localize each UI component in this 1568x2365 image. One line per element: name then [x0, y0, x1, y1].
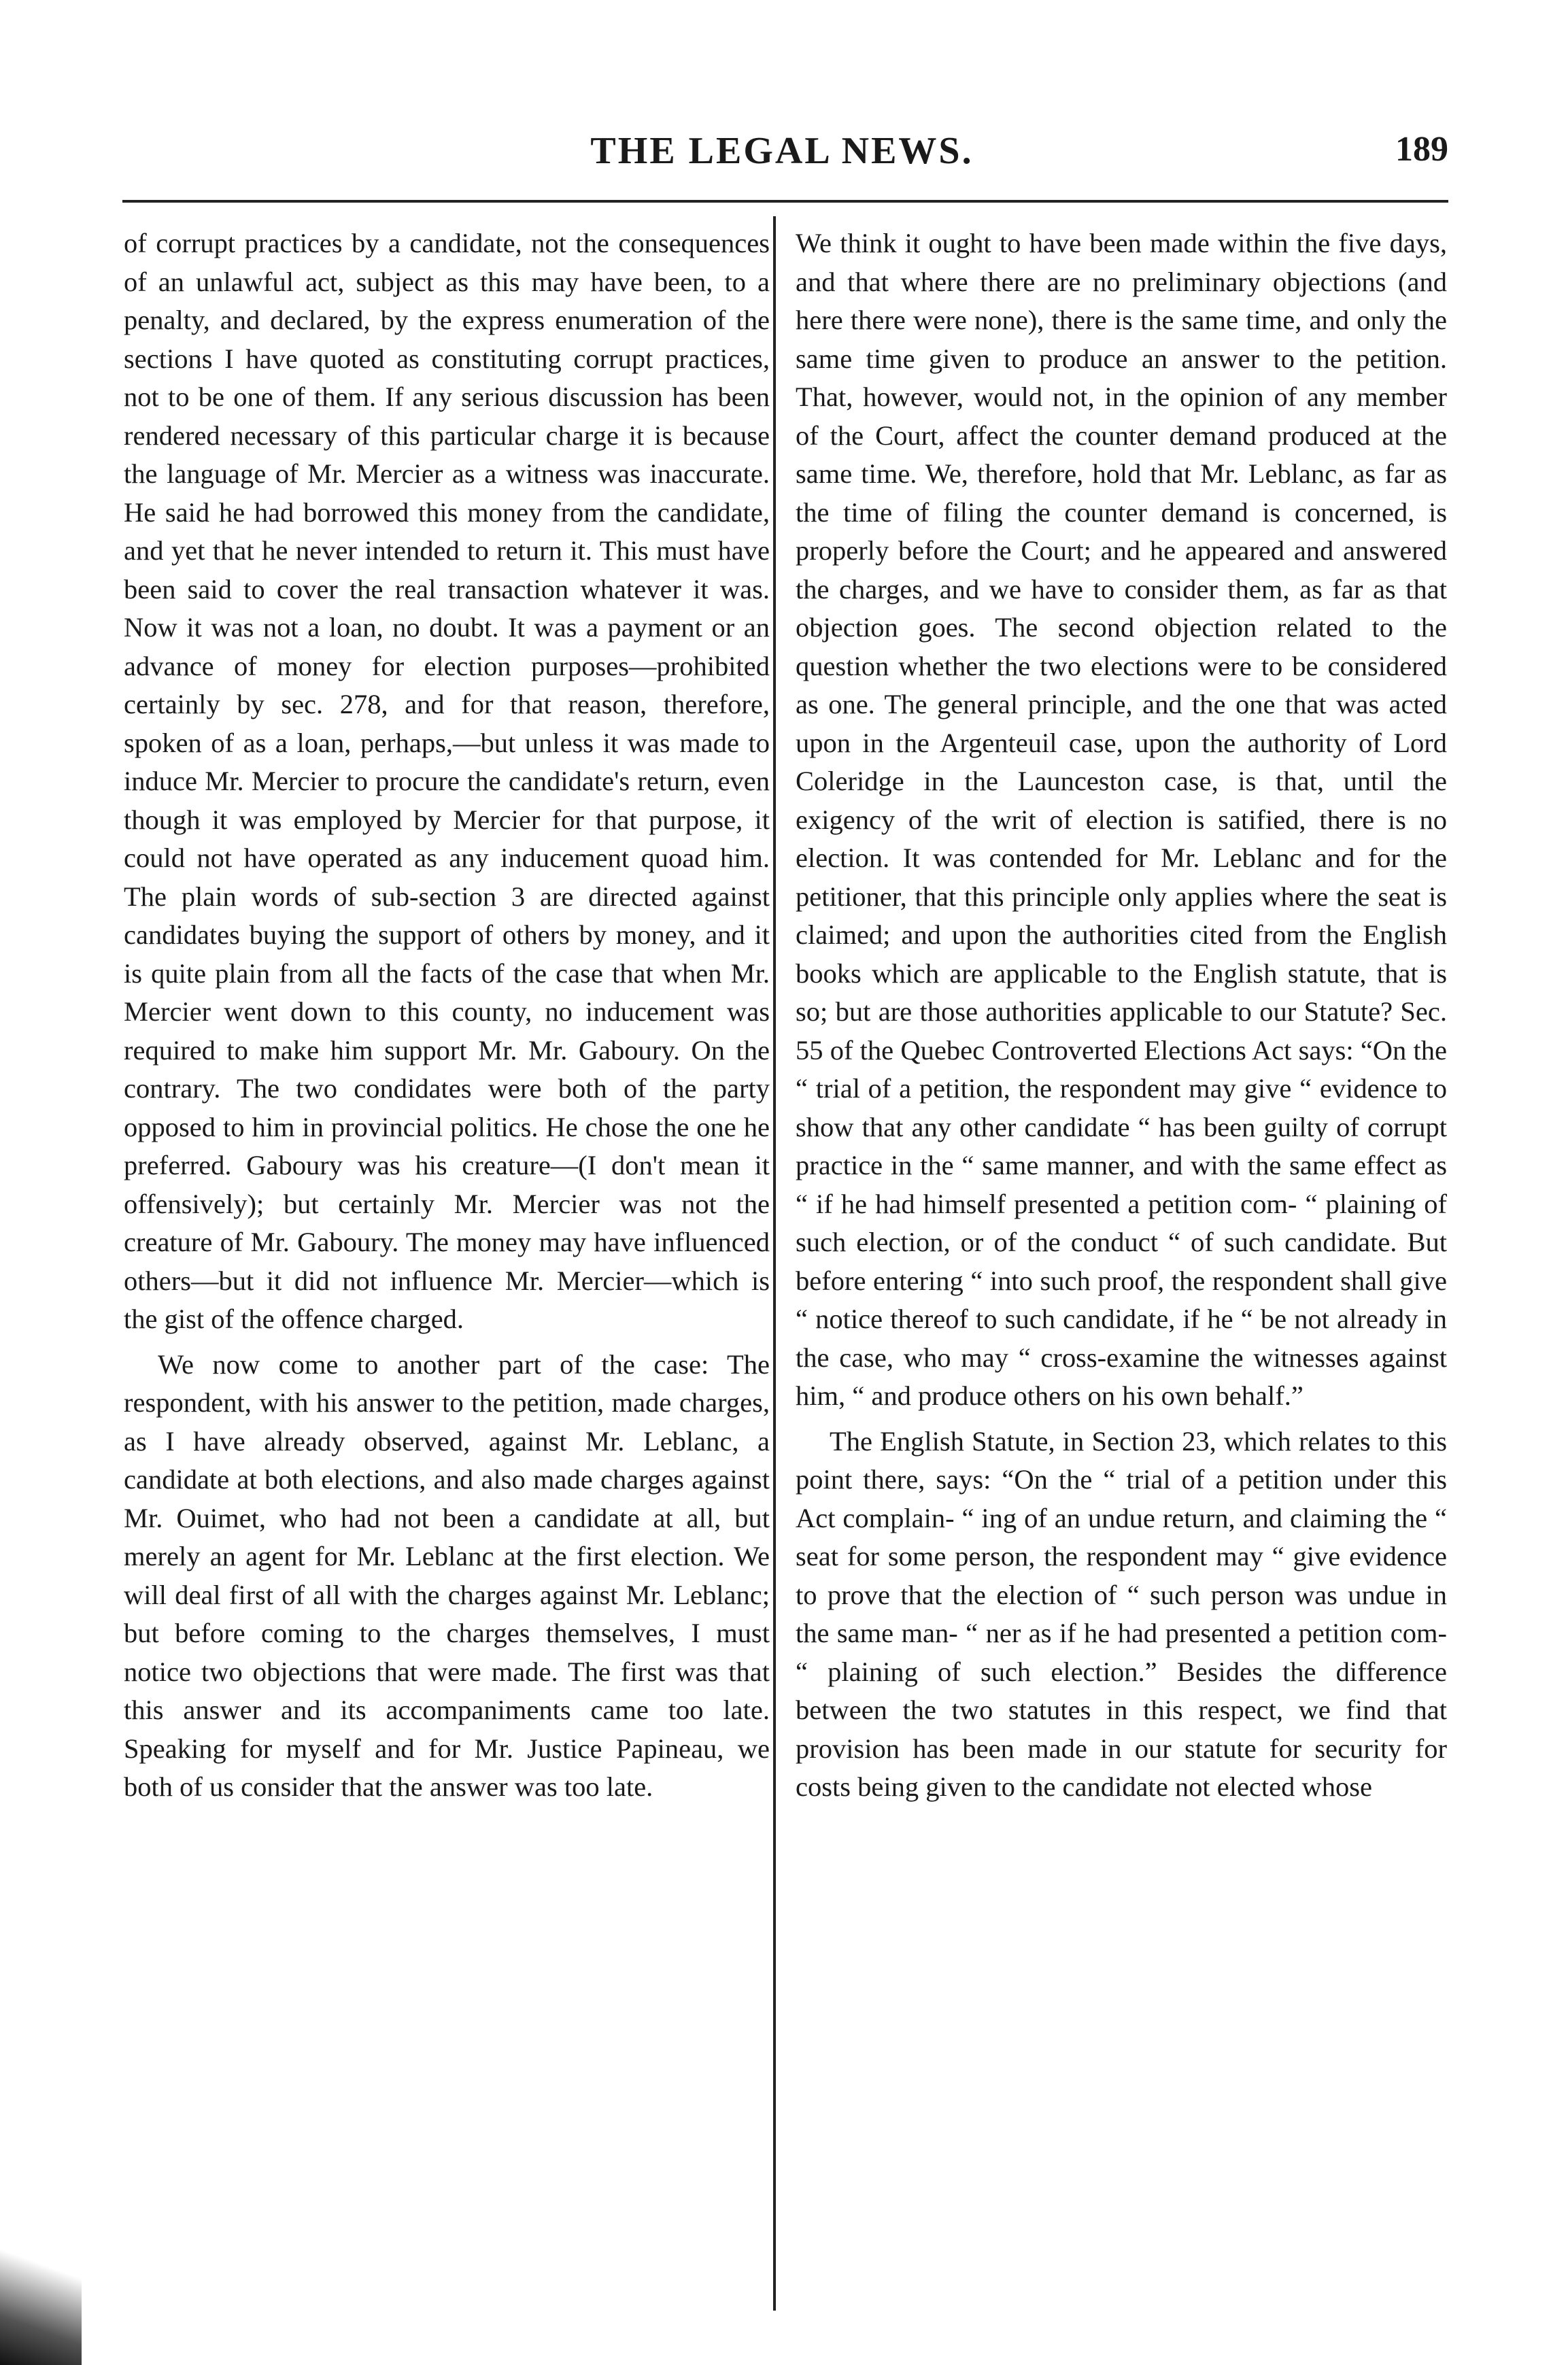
running-title: THE LEGAL NEWS. — [590, 130, 974, 172]
header-rule — [122, 200, 1448, 203]
left-paragraph-2: We now come to another part of the case: The respondent, with his answer to the petition, made charges, as I have already observed, against Mr. Leblanc, a candidate at both elections, and also made charges against Mr. Ouimet, who had not been a candidate at all, but merely an agent for Mr. Leblanc at the first election. We will deal first of all with the charges against Mr. Leblanc; but before coming to the charges themselves, I must notice two objections that were made. The first was that this answer and its accompaniments came too late. Speaking for myself and for Mr. Justice Papineau, we both of us consider that the answer was too late. — [124, 1348, 770, 1802]
page-header — [116, 129, 1448, 184]
left-paragraph-1: of corrupt practices by a candidate, not the consequences of an unlawful act, subject as this may have been, to a penalty, and declared, by the express enumeration of the sections I have quoted as constituting corrupt practices, not to be one of them. If any serious discussion has been rendered necessary of this particular charge it is because the language of Mr. Mercier as a witness was inaccurate. He said he had borrowed this money from the candidate, and yet that he never intended to return it. This must have been said to cover the real transaction whatever it was. Now it was not a loan, no doubt. It was a payment or an advance of money for election purposes—prohibited certainly by sec. 278, and for that reason, therefore, spoken of as a loan, perhaps,—but unless it was made to induce Mr. Mercier to procure the candidate's return, even though it was employed by Mercier for that purpose, it could not have operated as any inducement quoad him. The plain words of sub-section 3 are directed against candidates buying the support of others by money, and it is quite plain from all the facts of the case that when Mr. Mercier went down to this county, no inducement was required to make him support Mr. Mr. Gaboury. On the contrary. The two condidates were both of the party opposed to him in provincial politics. He chose the one he preferred. Gaboury was his creature—(I don't mean it offensively); but certainly Mr. Mercier was not the creature of Mr. Gaboury. The money may have influenced others—but it did not influence Mr. Mercier—which is the gist of the offence charged. — [124, 228, 770, 1334]
page-number: 189 — [1395, 130, 1448, 169]
column-divider — [773, 216, 776, 2311]
right-paragraph-1: We think it ought to have been made within the five days, and that where there are no preliminary objections (and here there were none), there is the same time, and only the same time given to produce an answer to the petition. That, however, would not, in the opinion of any member of the Court, affect the counter demand produced at the same time. We, therefore, hold that Mr. Leblanc, as far as the time of filing the counter demand is concerned, is properly before the Court; and he appeared and answered the charges, and we have to consider them, as far as that objection goes. The second objection related to the question whether the two elections were to be considered as one. The general principle, and the one that was acted upon in the Argenteuil case, upon the authority of Lord Coleridge in the Launceston case, is that, until the exigency of the writ of election is satified, there is no election. It was contended for Mr. Leblanc and for the petitioner, that this principle only applies where the seat is claimed; and upon the authorities cited from the English books which are applicable to the English statute, that is so; but are those authorities applicable to our Statute? Sec. 55 of the Quebec Controverted Elections Act says: “On the “ trial of a petition, the respondent may give “ evidence to show that any other candidate “ has been guilty of corrupt practice in the “ same manner, and with the same effect as “ if he had himself presented a petition com- “ plaining of such election, or of the conduct “ of such candidate. But before entering “ into such proof, the respondent shall give “ notice thereof to such candidate, if he “ be not already in the case, who may “ cross-examine the witnesses against him, “ and produce others on his own behalf.” — [796, 228, 1447, 1411]
right-column — [796, 224, 1447, 1807]
scan-edge-shadow — [0, 2229, 82, 2365]
right-paragraph-2: The English Statute, in Section 23, which relates to this point there, says: “On the “ trial of a petition under this Act complain- “ ing of an undue return, and claiming the “ seat for some person, the respondent may “ give evidence to prove that the election of “ such person was undue in the same man- “ ner as if he had presented a petition com- “ plaining of such election.” Besides the difference between the two statutes in this respect, we find that provision has been made in our statute for security for costs being given to the candidate not elected whose — [796, 1425, 1447, 1802]
left-column — [124, 224, 770, 1807]
